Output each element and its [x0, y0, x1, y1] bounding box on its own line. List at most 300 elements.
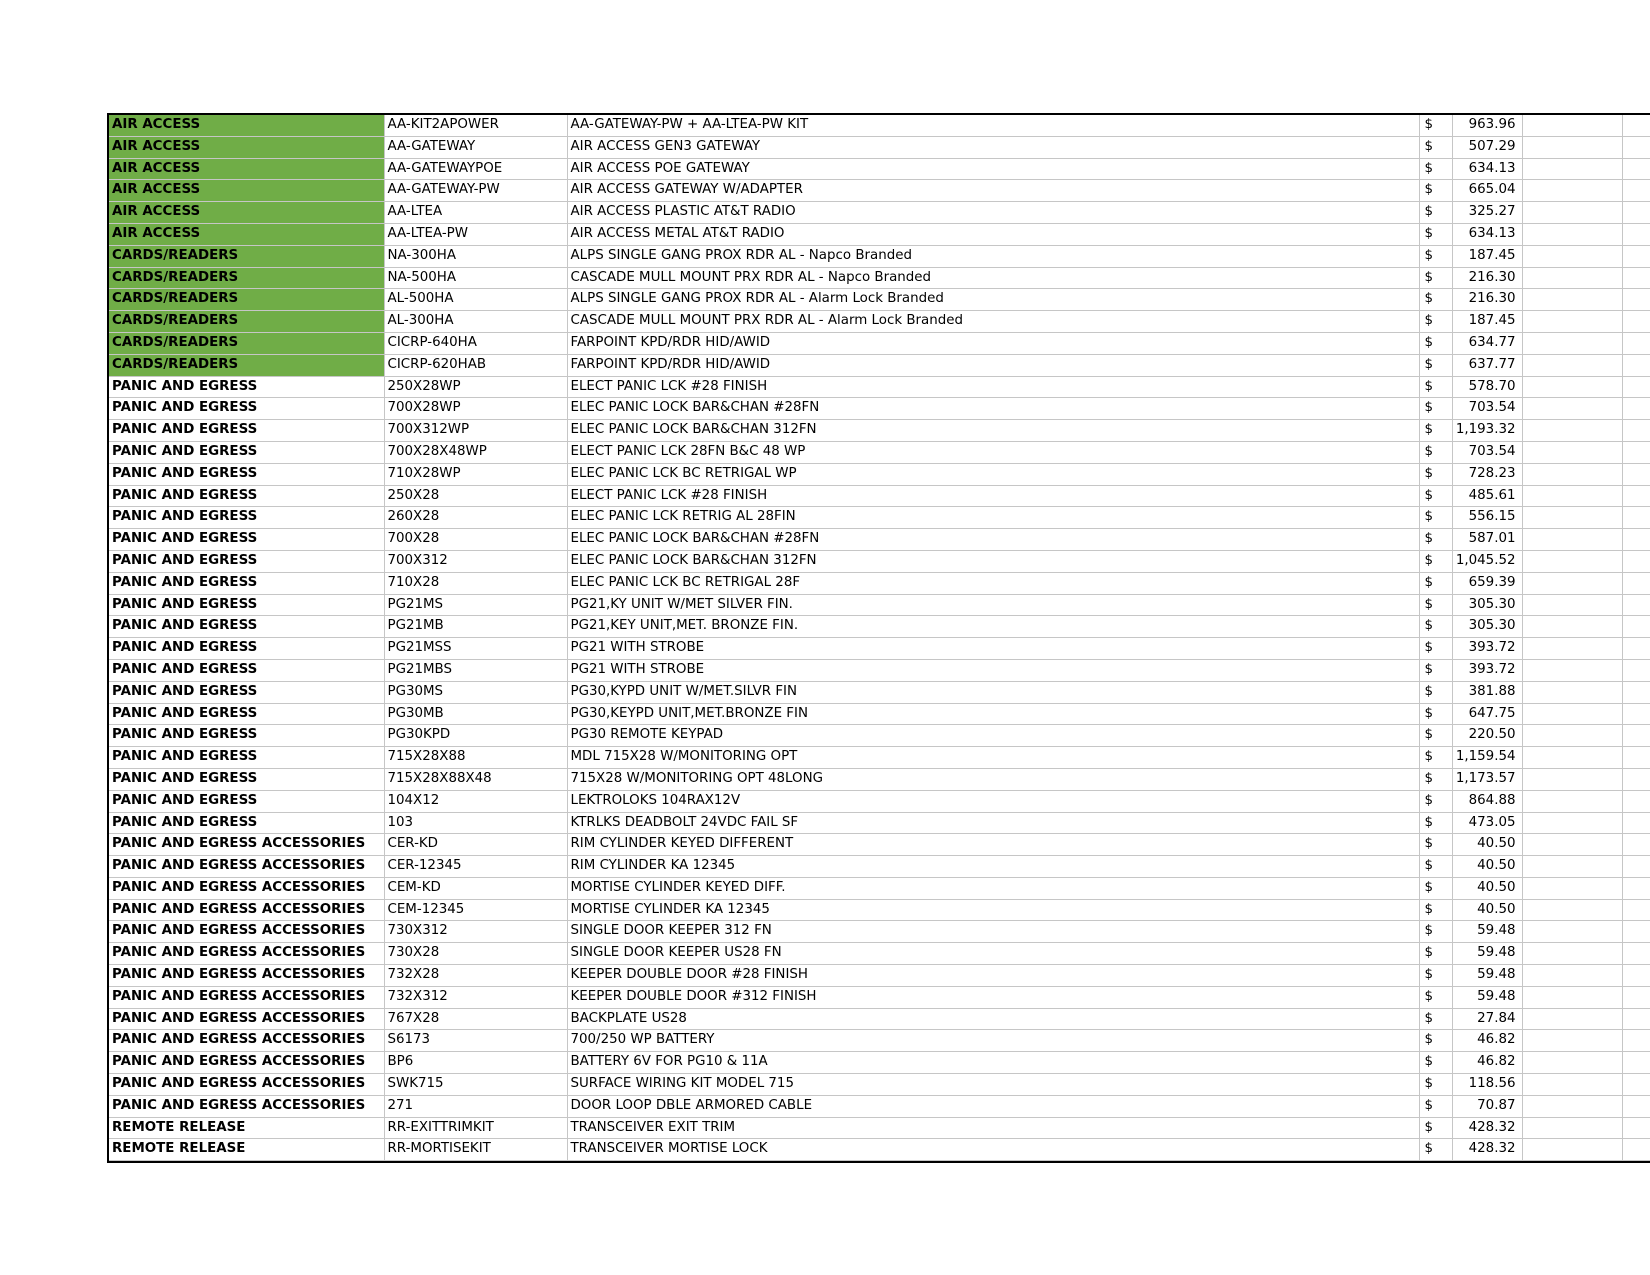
product-code-cell[interactable]: 730X28 [384, 943, 567, 965]
product-code-cell[interactable]: S6173 [384, 1030, 567, 1052]
blank-cell[interactable] [1522, 856, 1622, 878]
category-cell[interactable]: PANIC AND EGRESS [109, 463, 384, 485]
blank-cell[interactable] [1622, 834, 1650, 856]
product-code-cell[interactable]: 260X28 [384, 507, 567, 529]
price-cell[interactable]: 665.04 [1452, 180, 1522, 202]
blank-cell[interactable] [1622, 245, 1650, 267]
blank-cell[interactable] [1522, 1117, 1622, 1139]
blank-cell[interactable] [1522, 877, 1622, 899]
currency-cell[interactable]: $ [1419, 703, 1452, 725]
category-cell[interactable]: PANIC AND EGRESS [109, 485, 384, 507]
price-cell[interactable]: 305.30 [1452, 616, 1522, 638]
blank-cell[interactable] [1522, 223, 1622, 245]
product-code-cell[interactable]: 767X28 [384, 1008, 567, 1030]
category-cell[interactable]: PANIC AND EGRESS ACCESSORIES [109, 965, 384, 987]
blank-cell[interactable] [1522, 768, 1622, 790]
blank-cell[interactable] [1622, 267, 1650, 289]
description-cell[interactable]: ELEC PANIC LCK RETRIG AL 28FIN [567, 507, 1419, 529]
description-cell[interactable]: FARPOINT KPD/RDR HID/AWID [567, 354, 1419, 376]
blank-cell[interactable] [1622, 223, 1650, 245]
category-cell[interactable]: PANIC AND EGRESS ACCESSORIES [109, 856, 384, 878]
product-code-cell[interactable]: CER-KD [384, 834, 567, 856]
currency-cell[interactable]: $ [1419, 332, 1452, 354]
category-cell[interactable]: PANIC AND EGRESS [109, 790, 384, 812]
currency-cell[interactable]: $ [1419, 267, 1452, 289]
category-cell[interactable]: AIR ACCESS [109, 158, 384, 180]
product-code-cell[interactable]: AA-GATEWAYPOE [384, 158, 567, 180]
product-code-cell[interactable]: PG21MSS [384, 638, 567, 660]
blank-cell[interactable] [1522, 245, 1622, 267]
blank-cell[interactable] [1622, 572, 1650, 594]
price-cell[interactable]: 216.30 [1452, 289, 1522, 311]
blank-cell[interactable] [1522, 115, 1622, 136]
description-cell[interactable]: KTRLKS DEADBOLT 24VDC FAIL SF [567, 812, 1419, 834]
currency-cell[interactable]: $ [1419, 965, 1452, 987]
product-code-cell[interactable]: 700X312 [384, 550, 567, 572]
table-row[interactable] [109, 485, 1650, 507]
product-code-cell[interactable]: CEM-12345 [384, 899, 567, 921]
price-cell[interactable]: 220.50 [1452, 725, 1522, 747]
table-row[interactable] [109, 703, 1650, 725]
table-row[interactable] [109, 332, 1650, 354]
product-code-cell[interactable]: PG30KPD [384, 725, 567, 747]
description-cell[interactable]: AIR ACCESS GATEWAY W/ADAPTER [567, 180, 1419, 202]
table-row[interactable] [109, 463, 1650, 485]
table-row[interactable] [109, 768, 1650, 790]
description-cell[interactable]: AIR ACCESS PLASTIC AT&T RADIO [567, 202, 1419, 224]
category-cell[interactable]: PANIC AND EGRESS [109, 398, 384, 420]
description-cell[interactable]: KEEPER DOUBLE DOOR #28 FINISH [567, 965, 1419, 987]
table-row[interactable] [109, 289, 1650, 311]
table-row[interactable] [109, 659, 1650, 681]
currency-cell[interactable]: $ [1419, 921, 1452, 943]
currency-cell[interactable]: $ [1419, 420, 1452, 442]
category-cell[interactable]: REMOTE RELEASE [109, 1117, 384, 1139]
blank-cell[interactable] [1522, 1074, 1622, 1096]
product-code-cell[interactable]: 730X312 [384, 921, 567, 943]
category-cell[interactable]: PANIC AND EGRESS ACCESSORIES [109, 834, 384, 856]
product-code-cell[interactable]: AA-KIT2APOWER [384, 115, 567, 136]
product-code-cell[interactable]: 700X28X48WP [384, 441, 567, 463]
blank-cell[interactable] [1522, 420, 1622, 442]
table-row[interactable] [109, 376, 1650, 398]
blank-cell[interactable] [1522, 834, 1622, 856]
currency-cell[interactable]: $ [1419, 877, 1452, 899]
product-code-cell[interactable]: 732X28 [384, 965, 567, 987]
description-cell[interactable]: ELEC PANIC LCK BC RETRIGAL 28F [567, 572, 1419, 594]
category-cell[interactable]: AIR ACCESS [109, 136, 384, 158]
product-code-cell[interactable]: 250X28WP [384, 376, 567, 398]
table-row[interactable] [109, 877, 1650, 899]
description-cell[interactable]: RIM CYLINDER KEYED DIFFERENT [567, 834, 1419, 856]
table-row[interactable] [109, 1008, 1650, 1030]
blank-cell[interactable] [1522, 1008, 1622, 1030]
blank-cell[interactable] [1622, 986, 1650, 1008]
blank-cell[interactable] [1522, 550, 1622, 572]
table-row[interactable] [109, 158, 1650, 180]
blank-cell[interactable] [1522, 529, 1622, 551]
table-row[interactable] [109, 267, 1650, 289]
currency-cell[interactable]: $ [1419, 812, 1452, 834]
currency-cell[interactable]: $ [1419, 616, 1452, 638]
currency-cell[interactable]: $ [1419, 659, 1452, 681]
table-row[interactable] [109, 856, 1650, 878]
product-code-cell[interactable]: 710X28 [384, 572, 567, 594]
blank-cell[interactable] [1522, 1095, 1622, 1117]
description-cell[interactable]: MORTISE CYLINDER KA 12345 [567, 899, 1419, 921]
product-code-cell[interactable]: PG30MS [384, 681, 567, 703]
category-cell[interactable]: PANIC AND EGRESS [109, 594, 384, 616]
description-cell[interactable]: SINGLE DOOR KEEPER 312 FN [567, 921, 1419, 943]
price-cell[interactable]: 703.54 [1452, 398, 1522, 420]
blank-cell[interactable] [1522, 965, 1622, 987]
category-cell[interactable]: CARDS/READERS [109, 311, 384, 333]
blank-cell[interactable] [1622, 1074, 1650, 1096]
description-cell[interactable]: ALPS SINGLE GANG PROX RDR AL - Alarm Lock Branded [567, 289, 1419, 311]
price-cell[interactable]: 864.88 [1452, 790, 1522, 812]
blank-cell[interactable] [1622, 1095, 1650, 1117]
blank-cell[interactable] [1522, 943, 1622, 965]
category-cell[interactable]: PANIC AND EGRESS ACCESSORIES [109, 877, 384, 899]
currency-cell[interactable]: $ [1419, 856, 1452, 878]
price-cell[interactable]: 647.75 [1452, 703, 1522, 725]
description-cell[interactable]: ELECT PANIC LCK #28 FINISH [567, 376, 1419, 398]
price-cell[interactable]: 963.96 [1452, 115, 1522, 136]
blank-cell[interactable] [1622, 158, 1650, 180]
price-cell[interactable]: 556.15 [1452, 507, 1522, 529]
blank-cell[interactable] [1522, 921, 1622, 943]
currency-cell[interactable]: $ [1419, 1052, 1452, 1074]
blank-cell[interactable] [1622, 1030, 1650, 1052]
blank-cell[interactable] [1622, 398, 1650, 420]
blank-cell[interactable] [1522, 441, 1622, 463]
price-cell[interactable]: 40.50 [1452, 877, 1522, 899]
blank-cell[interactable] [1522, 485, 1622, 507]
product-code-cell[interactable]: CICRP-620HAB [384, 354, 567, 376]
description-cell[interactable]: RIM CYLINDER KA 12345 [567, 856, 1419, 878]
blank-cell[interactable] [1622, 616, 1650, 638]
blank-cell[interactable] [1522, 1052, 1622, 1074]
product-code-cell[interactable]: 250X28 [384, 485, 567, 507]
currency-cell[interactable]: $ [1419, 1139, 1452, 1161]
table-row[interactable] [109, 943, 1650, 965]
product-code-cell[interactable]: 271 [384, 1095, 567, 1117]
blank-cell[interactable] [1622, 115, 1650, 136]
product-code-cell[interactable]: NA-500HA [384, 267, 567, 289]
blank-cell[interactable] [1622, 441, 1650, 463]
description-cell[interactable]: ALPS SINGLE GANG PROX RDR AL - Napco Branded [567, 245, 1419, 267]
blank-cell[interactable] [1522, 267, 1622, 289]
description-cell[interactable]: ELECT PANIC LCK #28 FINISH [567, 485, 1419, 507]
currency-cell[interactable]: $ [1419, 1008, 1452, 1030]
product-code-cell[interactable]: PG21MS [384, 594, 567, 616]
price-cell[interactable]: 1,193.32 [1452, 420, 1522, 442]
blank-cell[interactable] [1622, 529, 1650, 551]
table-row[interactable] [109, 899, 1650, 921]
blank-cell[interactable] [1522, 638, 1622, 660]
price-cell[interactable]: 634.13 [1452, 158, 1522, 180]
description-cell[interactable]: TRANSCEIVER EXIT TRIM [567, 1117, 1419, 1139]
category-cell[interactable]: AIR ACCESS [109, 115, 384, 136]
blank-cell[interactable] [1622, 420, 1650, 442]
category-cell[interactable]: PANIC AND EGRESS ACCESSORIES [109, 921, 384, 943]
currency-cell[interactable]: $ [1419, 158, 1452, 180]
table-row[interactable] [109, 115, 1650, 136]
table-row[interactable] [109, 572, 1650, 594]
description-cell[interactable]: SINGLE DOOR KEEPER US28 FN [567, 943, 1419, 965]
blank-cell[interactable] [1622, 202, 1650, 224]
table-row[interactable] [109, 507, 1650, 529]
currency-cell[interactable]: $ [1419, 115, 1452, 136]
table-row[interactable] [109, 725, 1650, 747]
blank-cell[interactable] [1622, 289, 1650, 311]
price-cell[interactable]: 59.48 [1452, 943, 1522, 965]
blank-cell[interactable] [1622, 485, 1650, 507]
blank-cell[interactable] [1522, 158, 1622, 180]
description-cell[interactable]: 715X28 W/MONITORING OPT 48LONG [567, 768, 1419, 790]
description-cell[interactable]: PG21 WITH STROBE [567, 659, 1419, 681]
blank-cell[interactable] [1622, 768, 1650, 790]
category-cell[interactable]: PANIC AND EGRESS [109, 725, 384, 747]
blank-cell[interactable] [1622, 877, 1650, 899]
currency-cell[interactable]: $ [1419, 572, 1452, 594]
table-row[interactable] [109, 790, 1650, 812]
blank-cell[interactable] [1622, 638, 1650, 660]
price-cell[interactable]: 40.50 [1452, 899, 1522, 921]
product-code-cell[interactable]: AA-GATEWAY [384, 136, 567, 158]
blank-cell[interactable] [1522, 376, 1622, 398]
table-row[interactable] [109, 834, 1650, 856]
category-cell[interactable]: PANIC AND EGRESS ACCESSORIES [109, 1008, 384, 1030]
description-cell[interactable]: SURFACE WIRING KIT MODEL 715 [567, 1074, 1419, 1096]
blank-cell[interactable] [1522, 747, 1622, 769]
category-cell[interactable]: CARDS/READERS [109, 289, 384, 311]
description-cell[interactable]: PG30,KYPD UNIT W/MET.SILVR FIN [567, 681, 1419, 703]
category-cell[interactable]: PANIC AND EGRESS [109, 616, 384, 638]
description-cell[interactable]: PG30 REMOTE KEYPAD [567, 725, 1419, 747]
category-cell[interactable]: PANIC AND EGRESS [109, 441, 384, 463]
currency-cell[interactable]: $ [1419, 943, 1452, 965]
product-code-cell[interactable]: AA-LTEA-PW [384, 223, 567, 245]
price-cell[interactable]: 1,045.52 [1452, 550, 1522, 572]
price-cell[interactable]: 46.82 [1452, 1052, 1522, 1074]
description-cell[interactable]: FARPOINT KPD/RDR HID/AWID [567, 332, 1419, 354]
price-cell[interactable]: 381.88 [1452, 681, 1522, 703]
table-row[interactable] [109, 354, 1650, 376]
currency-cell[interactable]: $ [1419, 1074, 1452, 1096]
description-cell[interactable]: ELEC PANIC LOCK BAR&CHAN 312FN [567, 420, 1419, 442]
category-cell[interactable]: PANIC AND EGRESS [109, 659, 384, 681]
product-code-cell[interactable]: 715X28X88 [384, 747, 567, 769]
category-cell[interactable]: CARDS/READERS [109, 267, 384, 289]
product-code-cell[interactable]: CEM-KD [384, 877, 567, 899]
product-code-cell[interactable]: AL-300HA [384, 311, 567, 333]
table-row[interactable] [109, 986, 1650, 1008]
product-code-cell[interactable]: 732X312 [384, 986, 567, 1008]
product-code-cell[interactable]: RR-EXITTRIMKIT [384, 1117, 567, 1139]
blank-cell[interactable] [1622, 659, 1650, 681]
blank-cell[interactable] [1522, 616, 1622, 638]
currency-cell[interactable]: $ [1419, 223, 1452, 245]
table-row[interactable] [109, 136, 1650, 158]
currency-cell[interactable]: $ [1419, 376, 1452, 398]
category-cell[interactable]: PANIC AND EGRESS [109, 638, 384, 660]
description-cell[interactable]: ELEC PANIC LOCK BAR&CHAN 312FN [567, 550, 1419, 572]
blank-cell[interactable] [1622, 550, 1650, 572]
blank-cell[interactable] [1522, 180, 1622, 202]
description-cell[interactable]: BACKPLATE US28 [567, 1008, 1419, 1030]
product-code-cell[interactable]: 700X28WP [384, 398, 567, 420]
description-cell[interactable]: MDL 715X28 W/MONITORING OPT [567, 747, 1419, 769]
blank-cell[interactable] [1522, 289, 1622, 311]
description-cell[interactable]: PG21,KEY UNIT,MET. BRONZE FIN. [567, 616, 1419, 638]
blank-cell[interactable] [1522, 703, 1622, 725]
blank-cell[interactable] [1622, 180, 1650, 202]
category-cell[interactable]: CARDS/READERS [109, 332, 384, 354]
table-row[interactable] [109, 529, 1650, 551]
table-row[interactable] [109, 180, 1650, 202]
category-cell[interactable]: AIR ACCESS [109, 180, 384, 202]
blank-cell[interactable] [1522, 354, 1622, 376]
price-cell[interactable]: 634.77 [1452, 332, 1522, 354]
currency-cell[interactable]: $ [1419, 441, 1452, 463]
description-cell[interactable]: CASCADE MULL MOUNT PRX RDR AL - Alarm Lock Branded [567, 311, 1419, 333]
category-cell[interactable]: PANIC AND EGRESS [109, 768, 384, 790]
category-cell[interactable]: PANIC AND EGRESS ACCESSORIES [109, 1074, 384, 1096]
category-cell[interactable]: PANIC AND EGRESS ACCESSORIES [109, 1030, 384, 1052]
category-cell[interactable]: PANIC AND EGRESS [109, 572, 384, 594]
product-code-cell[interactable]: SWK715 [384, 1074, 567, 1096]
blank-cell[interactable] [1522, 790, 1622, 812]
price-cell[interactable]: 305.30 [1452, 594, 1522, 616]
category-cell[interactable]: PANIC AND EGRESS [109, 812, 384, 834]
description-cell[interactable]: ELEC PANIC LOCK BAR&CHAN #28FN [567, 529, 1419, 551]
currency-cell[interactable]: $ [1419, 354, 1452, 376]
category-cell[interactable]: AIR ACCESS [109, 223, 384, 245]
price-cell[interactable]: 634.13 [1452, 223, 1522, 245]
blank-cell[interactable] [1622, 507, 1650, 529]
price-cell[interactable]: 59.48 [1452, 986, 1522, 1008]
currency-cell[interactable]: $ [1419, 725, 1452, 747]
description-cell[interactable]: DOOR LOOP DBLE ARMORED CABLE [567, 1095, 1419, 1117]
table-row[interactable] [109, 965, 1650, 987]
product-code-cell[interactable]: 710X28WP [384, 463, 567, 485]
category-cell[interactable]: PANIC AND EGRESS ACCESSORIES [109, 986, 384, 1008]
table-row[interactable] [109, 550, 1650, 572]
product-code-cell[interactable]: 715X28X88X48 [384, 768, 567, 790]
currency-cell[interactable]: $ [1419, 202, 1452, 224]
category-cell[interactable]: PANIC AND EGRESS ACCESSORIES [109, 1095, 384, 1117]
blank-cell[interactable] [1522, 681, 1622, 703]
blank-cell[interactable] [1622, 1052, 1650, 1074]
currency-cell[interactable]: $ [1419, 180, 1452, 202]
blank-cell[interactable] [1522, 1030, 1622, 1052]
currency-cell[interactable]: $ [1419, 747, 1452, 769]
blank-cell[interactable] [1522, 594, 1622, 616]
blank-cell[interactable] [1622, 899, 1650, 921]
price-cell[interactable]: 659.39 [1452, 572, 1522, 594]
table-row[interactable] [109, 1074, 1650, 1096]
description-cell[interactable]: PG21,KY UNIT W/MET SILVER FIN. [567, 594, 1419, 616]
blank-cell[interactable] [1522, 136, 1622, 158]
table-row[interactable] [109, 681, 1650, 703]
table-row[interactable] [109, 245, 1650, 267]
currency-cell[interactable]: $ [1419, 485, 1452, 507]
category-cell[interactable]: PANIC AND EGRESS [109, 703, 384, 725]
currency-cell[interactable]: $ [1419, 463, 1452, 485]
price-cell[interactable]: 578.70 [1452, 376, 1522, 398]
price-cell[interactable]: 428.32 [1452, 1139, 1522, 1161]
price-cell[interactable]: 473.05 [1452, 812, 1522, 834]
table-row[interactable] [109, 441, 1650, 463]
blank-cell[interactable] [1622, 136, 1650, 158]
table-row[interactable] [109, 1095, 1650, 1117]
category-cell[interactable]: CARDS/READERS [109, 354, 384, 376]
table-row[interactable] [109, 1052, 1650, 1074]
currency-cell[interactable]: $ [1419, 398, 1452, 420]
blank-cell[interactable] [1522, 507, 1622, 529]
currency-cell[interactable]: $ [1419, 986, 1452, 1008]
currency-cell[interactable]: $ [1419, 681, 1452, 703]
table-row[interactable] [109, 223, 1650, 245]
currency-cell[interactable]: $ [1419, 136, 1452, 158]
product-code-cell[interactable]: CER-12345 [384, 856, 567, 878]
blank-cell[interactable] [1522, 202, 1622, 224]
price-cell[interactable]: 118.56 [1452, 1074, 1522, 1096]
table-row[interactable] [109, 638, 1650, 660]
product-code-cell[interactable]: PG30MB [384, 703, 567, 725]
product-code-cell[interactable]: PG21MBS [384, 659, 567, 681]
currency-cell[interactable]: $ [1419, 768, 1452, 790]
price-cell[interactable]: 27.84 [1452, 1008, 1522, 1030]
price-cell[interactable]: 187.45 [1452, 311, 1522, 333]
price-cell[interactable]: 637.77 [1452, 354, 1522, 376]
blank-cell[interactable] [1622, 463, 1650, 485]
category-cell[interactable]: PANIC AND EGRESS [109, 529, 384, 551]
price-cell[interactable]: 1,159.54 [1452, 747, 1522, 769]
currency-cell[interactable]: $ [1419, 289, 1452, 311]
currency-cell[interactable]: $ [1419, 529, 1452, 551]
currency-cell[interactable]: $ [1419, 899, 1452, 921]
product-code-cell[interactable]: AA-LTEA [384, 202, 567, 224]
blank-cell[interactable] [1622, 681, 1650, 703]
blank-cell[interactable] [1622, 594, 1650, 616]
table-row[interactable] [109, 616, 1650, 638]
blank-cell[interactable] [1622, 747, 1650, 769]
product-code-cell[interactable]: 700X312WP [384, 420, 567, 442]
price-cell[interactable]: 59.48 [1452, 965, 1522, 987]
currency-cell[interactable]: $ [1419, 594, 1452, 616]
price-cell[interactable]: 393.72 [1452, 638, 1522, 660]
price-cell[interactable]: 187.45 [1452, 245, 1522, 267]
table-row[interactable] [109, 202, 1650, 224]
product-code-cell[interactable]: 103 [384, 812, 567, 834]
table-row[interactable] [109, 420, 1650, 442]
price-cell[interactable]: 59.48 [1452, 921, 1522, 943]
category-cell[interactable]: PANIC AND EGRESS ACCESSORIES [109, 899, 384, 921]
category-cell[interactable]: PANIC AND EGRESS [109, 681, 384, 703]
price-cell[interactable]: 1,173.57 [1452, 768, 1522, 790]
blank-cell[interactable] [1622, 812, 1650, 834]
currency-cell[interactable]: $ [1419, 790, 1452, 812]
category-cell[interactable]: PANIC AND EGRESS [109, 550, 384, 572]
table-row[interactable] [109, 398, 1650, 420]
product-code-cell[interactable]: CICRP-640HA [384, 332, 567, 354]
category-cell[interactable]: CARDS/READERS [109, 245, 384, 267]
blank-cell[interactable] [1522, 725, 1622, 747]
blank-cell[interactable] [1522, 812, 1622, 834]
description-cell[interactable]: PG30,KEYPD UNIT,MET.BRONZE FIN [567, 703, 1419, 725]
